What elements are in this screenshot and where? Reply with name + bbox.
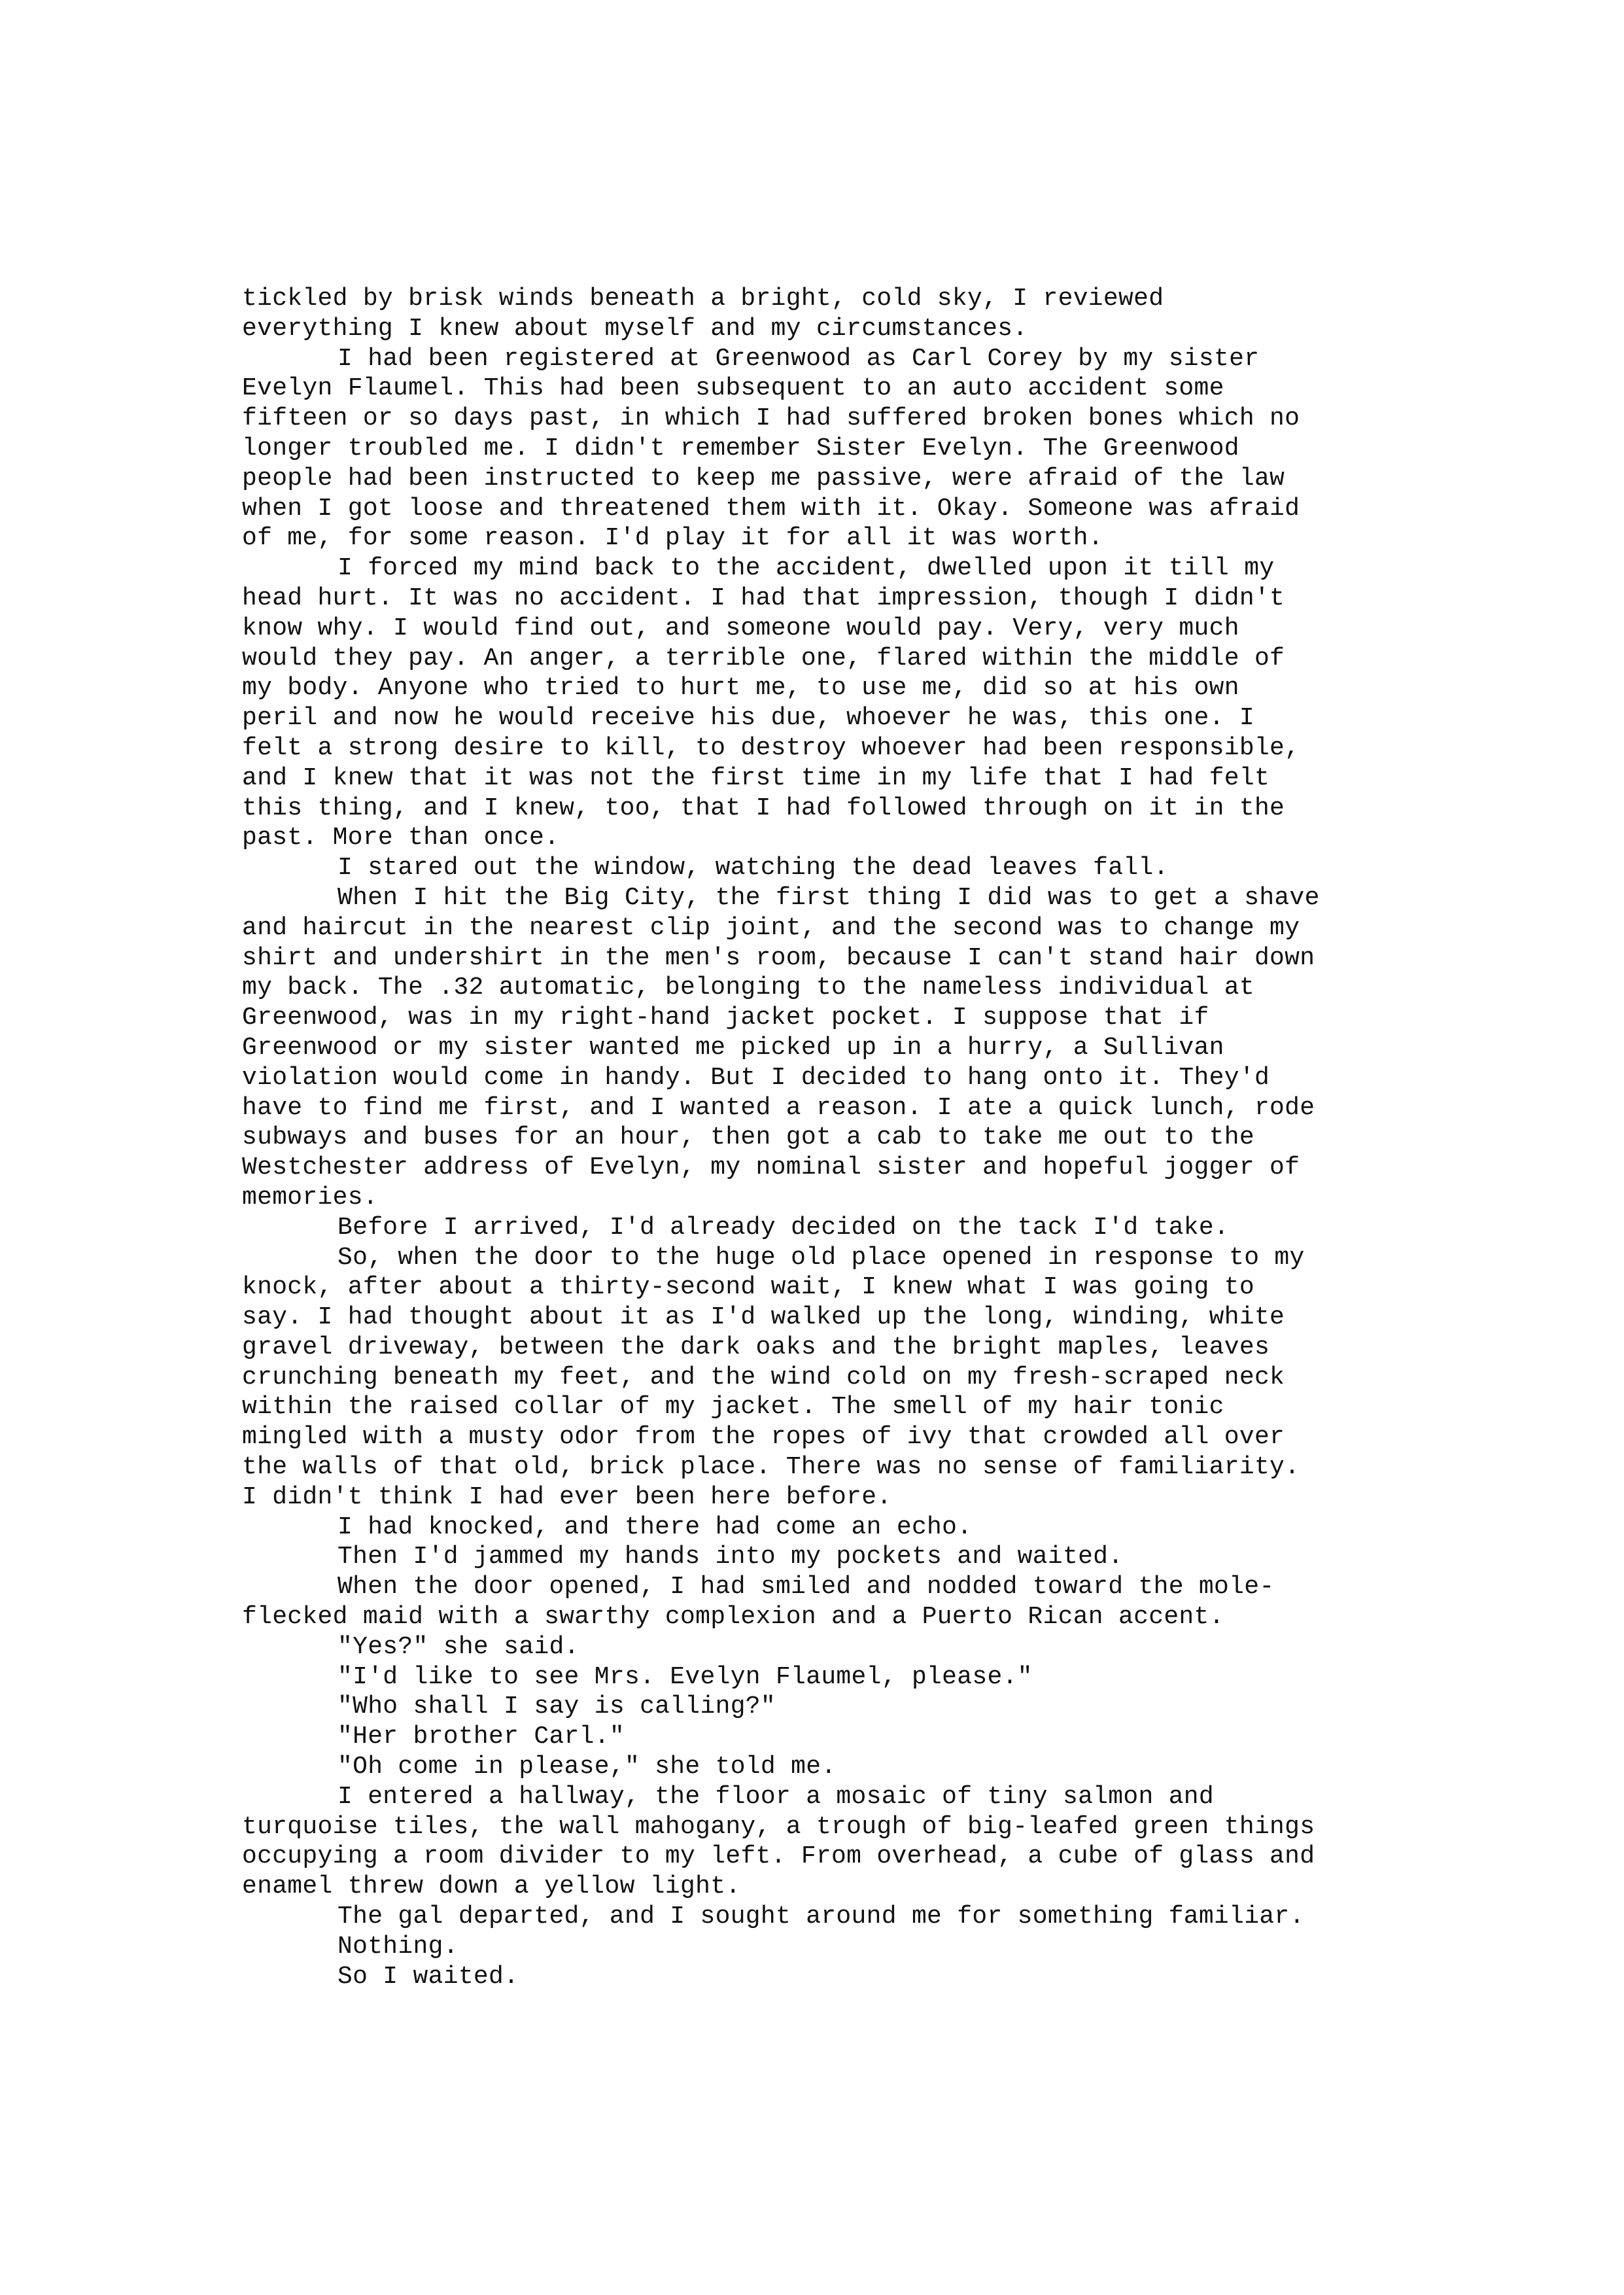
text-line: memories. bbox=[242, 1183, 378, 1212]
text-line: violation would come in handy. But I decided to hang onto it. They'd bbox=[242, 1063, 1270, 1092]
text-line: tickled by brisk winds beneath a bright, cold sky, I reviewed bbox=[242, 285, 1164, 313]
text-line: So, when the door to the huge old place opened in response to my bbox=[337, 1243, 1305, 1272]
text-line: When the door opened, I had smiled and nodded toward the mole- bbox=[337, 1573, 1275, 1602]
text-line: enamel threw down a yellow light. bbox=[242, 1872, 741, 1901]
text-line: say. I had thought about it as I'd walked up the long, winding, white bbox=[242, 1303, 1285, 1332]
text-line: turquoise tiles, the wall mahogany, a trough of big-leafed green things bbox=[242, 1812, 1315, 1841]
text-line: shirt and undershirt in the men's room, because I can't stand hair down bbox=[242, 943, 1315, 972]
text-line: have to find me first, and I wanted a reason. I ate a quick lunch, rode bbox=[242, 1093, 1315, 1122]
text-line: Westchester address of Evelyn, my nominal sister and hopeful jogger of bbox=[242, 1153, 1300, 1182]
text-line: felt a strong desire to kill, to destroy whoever had been responsible, bbox=[242, 733, 1300, 762]
text-line: and haircut in the nearest clip joint, and the second was to change my bbox=[242, 913, 1300, 942]
text-line: I stared out the window, watching the dead leaves fall. bbox=[337, 854, 1169, 883]
text-line: Greenwood, was in my right-hand jacket pocket. I suppose that if bbox=[242, 1004, 1209, 1032]
text-line: would they pay. An anger, a terrible one, flared within the middle of bbox=[242, 644, 1285, 673]
text-line: I entered a hallway, the floor a mosaic of tiny salmon and bbox=[337, 1782, 1215, 1811]
text-line: subways and buses for an hour, then got a cab to take me out to the bbox=[242, 1123, 1254, 1152]
text-line: Nothing. bbox=[337, 1932, 458, 1961]
text-line: mingled with a musty odor from the ropes of ivy that crowded all over bbox=[242, 1423, 1285, 1452]
body-text bbox=[242, 284, 1583, 1991]
text-line: "Yes?" she said. bbox=[337, 1632, 579, 1661]
text-line: "Oh come in please," she told me. bbox=[337, 1753, 837, 1781]
text-line: occupying a room divider to my left. From overhead, a cube of glass and bbox=[242, 1842, 1315, 1871]
text-line: I didn't think I had ever been here before. bbox=[242, 1482, 892, 1511]
text-line: I had been registered at Greenwood as Carl Corey by my sister bbox=[337, 344, 1260, 373]
text-line: "Who shall I say is calling?" bbox=[337, 1692, 776, 1721]
text-line: people had been instructed to keep me passive, were afraid of the law bbox=[242, 464, 1285, 493]
text-line: my body. Anyone who tried to hurt me, to use me, did so at his own bbox=[242, 674, 1239, 703]
text-line: "Her brother Carl." bbox=[337, 1723, 625, 1751]
text-line: crunching beneath my feet, and the wind cold on my fresh-scraped neck bbox=[242, 1363, 1285, 1392]
text-line: When I hit the Big City, the first thing I did was to get a shave bbox=[337, 883, 1320, 912]
text-line: and I knew that it was not the first time in my life that I had felt bbox=[242, 763, 1270, 792]
text-line: peril and now he would receive his due, whoever he was, this one. I bbox=[242, 704, 1254, 733]
text-line: I forced my mind back to the accident, dwelled upon it till my bbox=[337, 554, 1275, 583]
text-line: know why. I would find out, and someone would pay. Very, very much bbox=[242, 614, 1239, 642]
text-line: past. More than once. bbox=[242, 824, 560, 852]
text-line: I had knocked, and there had come an echo. bbox=[337, 1513, 973, 1541]
text-line: knock, after about a thirty-second wait, I knew what I was going to bbox=[242, 1273, 1254, 1302]
text-line: the walls of that old, brick place. There was no sense of familiarity. bbox=[242, 1453, 1300, 1482]
text-line: gravel driveway, between the dark oaks and the bright maples, leaves bbox=[242, 1333, 1270, 1361]
text-line: of me, for some reason. I'd play it for all it was worth. bbox=[242, 524, 1103, 553]
text-line: my back. The .32 automatic, belonging to the nameless individual at bbox=[242, 973, 1254, 1002]
text-line: Before I arrived, I'd already decided on the tack I'd take. bbox=[337, 1213, 1230, 1242]
text-line: fifteen or so days past, in which I had suffered broken bones which no bbox=[242, 404, 1300, 433]
text-line: when I got loose and threatened them with it. Okay. Someone was afraid bbox=[242, 494, 1300, 523]
text-line: longer troubled me. I didn't remember Sister Evelyn. The Greenwood bbox=[242, 434, 1239, 463]
text-line: within the raised collar of my jacket. The smell of my hair tonic bbox=[242, 1393, 1224, 1422]
text-line: Greenwood or my sister wanted me picked up in a hurry, a Sullivan bbox=[242, 1033, 1224, 1062]
text-line: everything I knew about myself and my circumstances. bbox=[242, 314, 1028, 343]
text-line: So I waited. bbox=[337, 1962, 519, 1991]
text-line: this thing, and I knew, too, that I had followed through on it in the bbox=[242, 794, 1285, 822]
text-line: Evelyn Flaumel. This had been subsequent to an auto accident some bbox=[242, 374, 1224, 403]
text-line: head hurt. It was no accident. I had that impression, though I didn't bbox=[242, 584, 1285, 612]
text-line: flecked maid with a swarthy complexion and a Puerto Rican accent. bbox=[242, 1603, 1224, 1632]
text-line: "I'd like to see Mrs. Evelyn Flaumel, please." bbox=[337, 1662, 1033, 1691]
text-line: The gal departed, and I sought around me for something familiar. bbox=[337, 1902, 1305, 1931]
text-line: Then I'd jammed my hands into my pockets and waited. bbox=[337, 1543, 1124, 1571]
